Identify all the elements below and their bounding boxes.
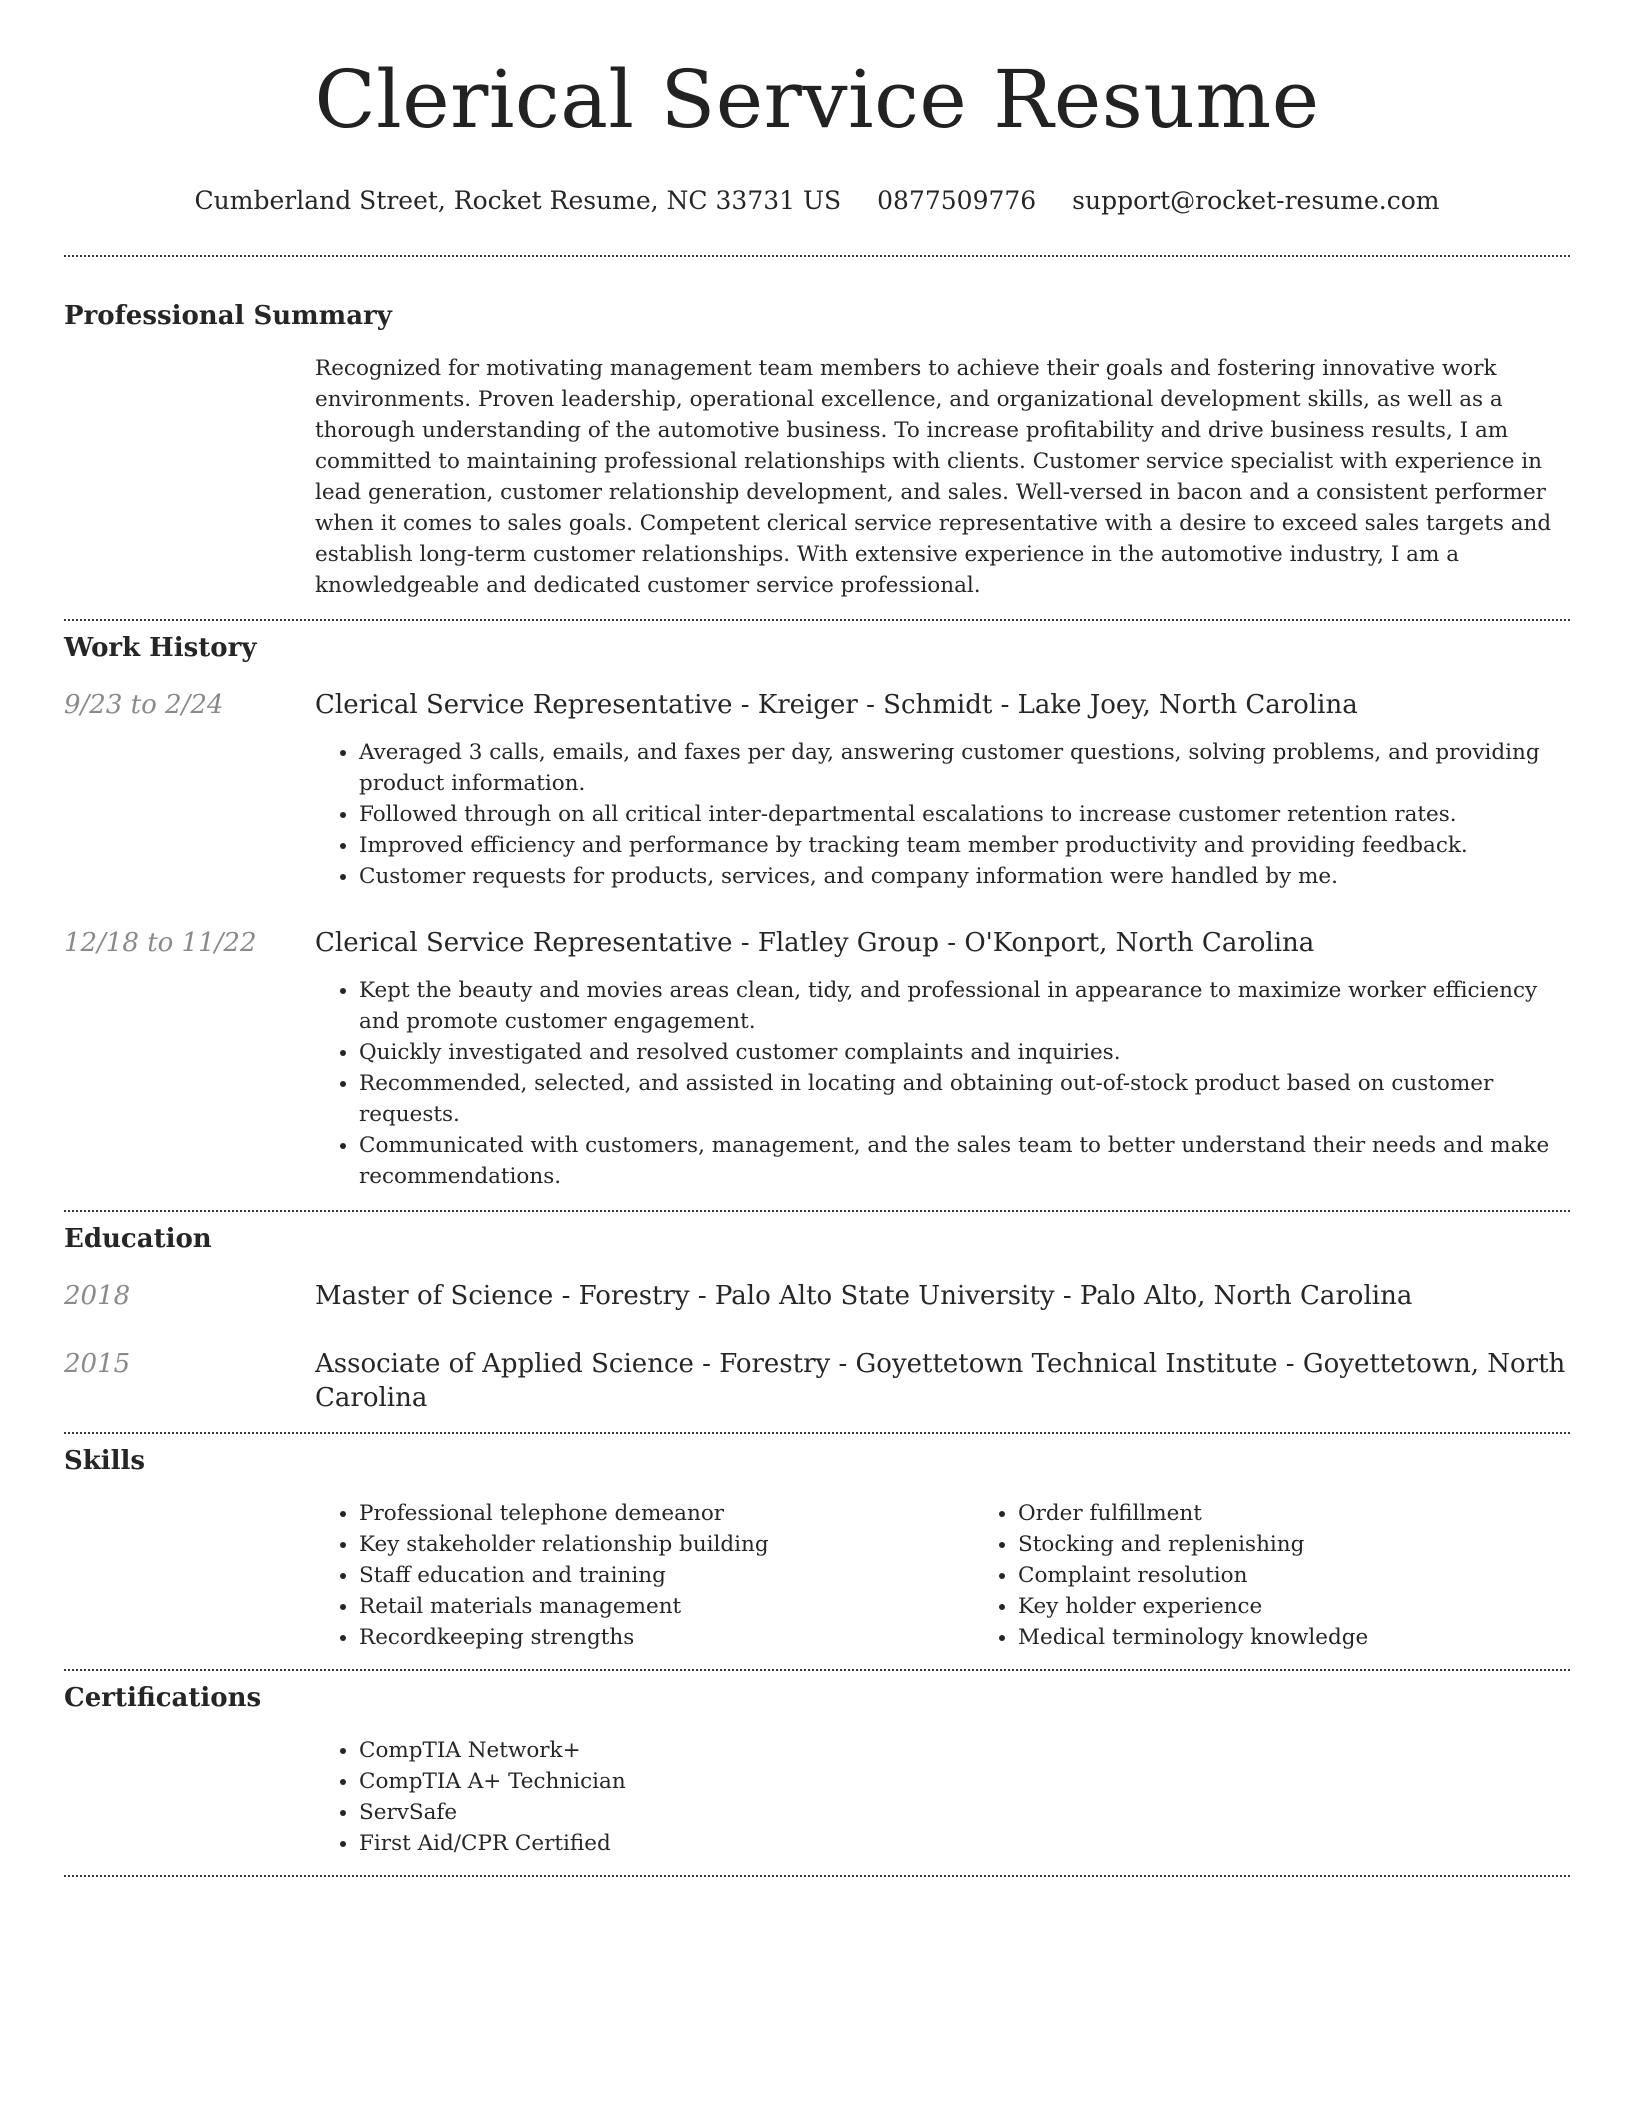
list-item: • CompTIA Network+ — [359, 1735, 1570, 1766]
list-item: • Followed through on all critical inter-departmental escalations to increase customer retention rates. — [359, 799, 1570, 830]
list-item: • Kept the beauty and movies areas clean, tidy, and professional in appearance to maximize worker efficiency and promote customer engagement. — [359, 975, 1570, 1037]
summary-section — [64, 300, 1570, 601]
education-section — [64, 1223, 1570, 1415]
section-divider — [64, 1432, 1570, 1434]
section-divider — [64, 619, 1570, 621]
list-item: • Medical terminology knowledge — [1018, 1622, 1632, 1653]
certifications-spacer — [64, 1735, 315, 1859]
list-item: • Complaint resolution — [1018, 1560, 1632, 1591]
education-year: 2018 — [64, 1281, 131, 1311]
list-item: • Customer requests for products, services, and company information were handled by me. — [359, 861, 1570, 892]
job-dates: 9/23 to 2/24 — [64, 690, 224, 720]
certifications-section — [64, 1682, 1570, 1859]
list-item: • Key holder experience — [1018, 1591, 1632, 1622]
list-item: • First Aid/CPR Certified — [359, 1828, 1570, 1859]
list-item: • CompTIA A+ Technician — [359, 1766, 1570, 1797]
skills-heading: Skills — [64, 1446, 146, 1476]
summary-spacer — [64, 353, 315, 601]
section-divider — [64, 1875, 1570, 1877]
certifications-heading: Certifications — [64, 1683, 262, 1713]
certifications-list — [315, 1735, 1570, 1859]
list-item: • Recordkeeping strengths — [359, 1622, 974, 1653]
skills-list-left — [315, 1498, 974, 1653]
list-item: • Retail materials management — [359, 1591, 974, 1622]
work-history-heading: Work History — [64, 633, 257, 663]
list-item: • Quickly investigated and resolved customer complaints and inquiries. — [359, 1037, 1570, 1068]
skills-section — [64, 1445, 1570, 1653]
list-item: • Order fulfillment — [1018, 1498, 1632, 1529]
section-divider — [64, 1669, 1570, 1671]
contact-line — [64, 184, 1570, 218]
summary-heading: Professional Summary — [64, 301, 392, 331]
resume-page — [64, 0, 1570, 1877]
skills-list-right — [974, 1498, 1632, 1653]
job-title: Clerical Service Representative - Kreiger - Schmidt - Lake Joey, North Carolina — [315, 690, 1358, 720]
education-entry — [64, 1279, 1570, 1313]
job-bullets — [315, 737, 1570, 892]
degree-line: Associate of Applied Science - Forestry - Goyettetown Technical Institute - Goyettetown, North Carolina — [315, 1349, 1566, 1413]
education-year: 2015 — [64, 1349, 131, 1379]
job-entry — [64, 688, 1570, 892]
work-history-section — [64, 632, 1570, 1192]
contact-phone: 0877509776 — [877, 186, 1037, 215]
job-title: Clerical Service Representative - Flatley Group - O'Konport, North Carolina — [315, 928, 1315, 958]
education-heading: Education — [64, 1224, 212, 1254]
job-bullets — [315, 975, 1570, 1192]
list-item: • Communicated with customers, management, and the sales team to better understand their needs and make recommendations. — [359, 1130, 1570, 1192]
section-divider — [64, 1210, 1570, 1212]
list-item: • Professional telephone demeanor — [359, 1498, 974, 1529]
list-item: • Recommended, selected, and assisted in locating and obtaining out-of-stock product based on customer requests. — [359, 1068, 1570, 1130]
contact-address: Cumberland Street, Rocket Resume, NC 33731 US — [194, 186, 842, 215]
list-item: • Improved efficiency and performance by tracking team member productivity and providing feedback. — [359, 830, 1570, 861]
skills-spacer — [64, 1498, 315, 1653]
degree-line: Master of Science - Forestry - Palo Alto State University - Palo Alto, North Carolina — [315, 1281, 1413, 1311]
section-divider — [64, 255, 1570, 257]
resume-title: Clerical Service Resume — [314, 53, 1320, 146]
education-entry — [64, 1347, 1570, 1415]
list-item: • Key stakeholder relationship building — [359, 1529, 974, 1560]
summary-text: Recognized for motivating management team members to achieve their goals and fostering innovative work environments. Proven leadership, operational excellence, and organizational development skills, as well as a thorough understanding of the automotive business. To increase profitability and drive business results, I am committed to maintaining professional relationships with clients. Customer service specialist with experience in lead generation, customer relationship development, and sales. Well-versed in bacon and a consistent performer when it comes to sales goals. Competent clerical service representative with a desire to exceed sales targets and establish long-term customer relationships. With extensive experience in the automotive industry, I am a knowledgeable and dedicated customer service professional. — [315, 356, 1552, 598]
job-dates: 12/18 to 11/22 — [64, 928, 257, 958]
list-item: • Staff education and training — [359, 1560, 974, 1591]
list-item: • ServSafe — [359, 1797, 1570, 1828]
job-entry — [64, 926, 1570, 1192]
list-item: • Averaged 3 calls, emails, and faxes per day, answering customer questions, solving problems, and providing product information. — [359, 737, 1570, 799]
contact-email: support@rocket-resume.com — [1072, 186, 1440, 215]
list-item: • Stocking and replenishing — [1018, 1529, 1632, 1560]
